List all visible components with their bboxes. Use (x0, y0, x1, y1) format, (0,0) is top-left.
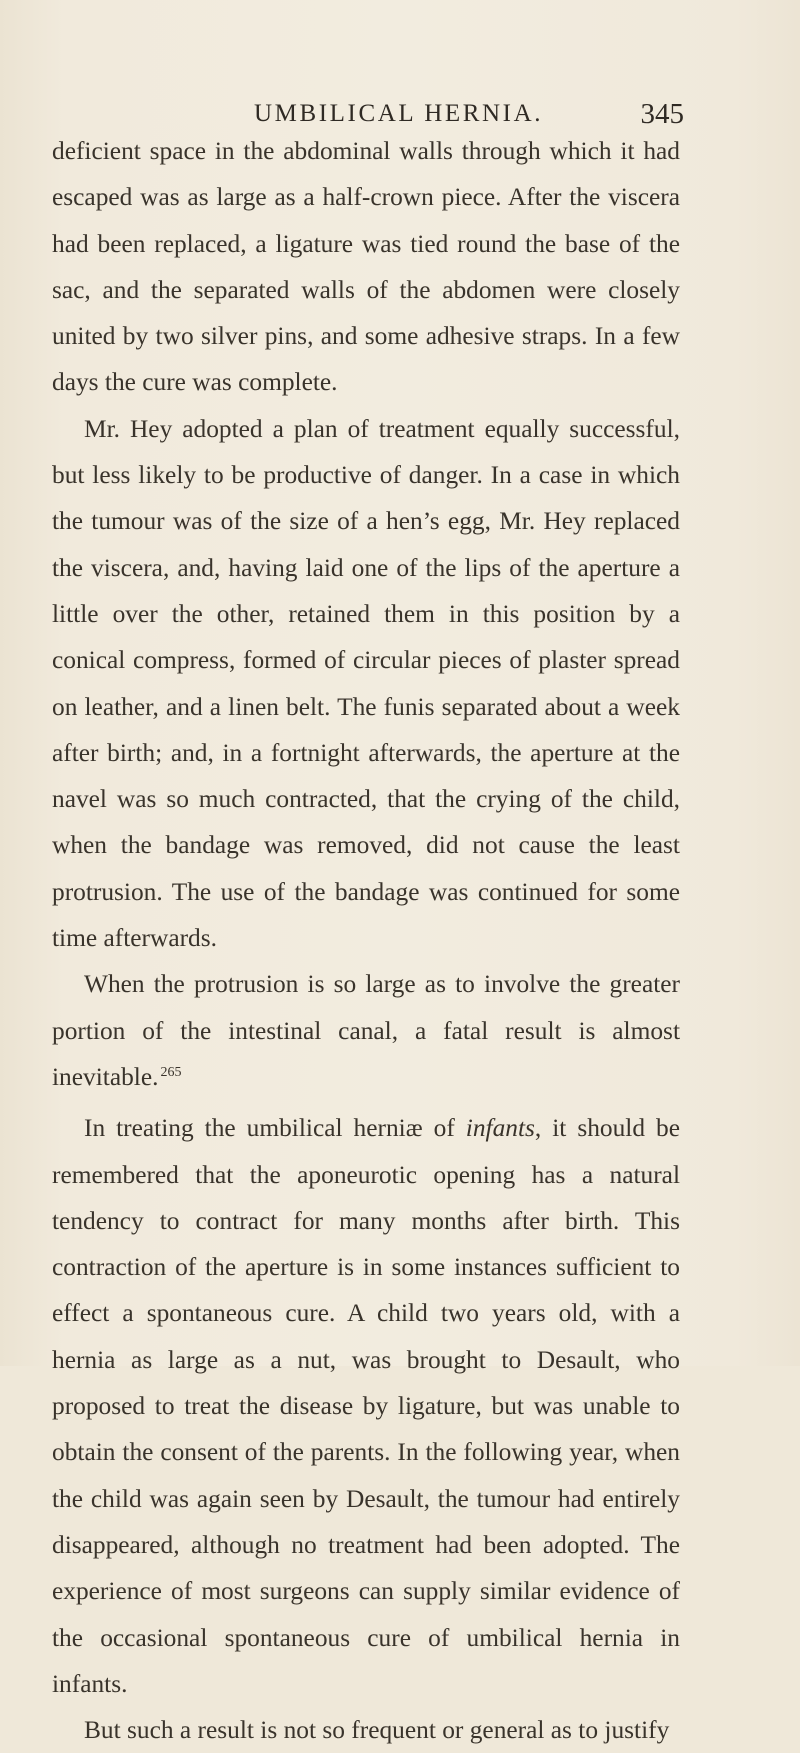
footnote-reference[interactable]: 265 (160, 1064, 182, 1080)
body-text (52, 128, 680, 1753)
page-number: 345 (640, 98, 684, 130)
paragraph: But such a result is not so frequent or general as to justify (84, 1716, 670, 1745)
paragraph (52, 1105, 680, 1707)
paragraph-text: When the protrusion is so large as to involve the greater portion of the intestinal canal, a fatal result is almost inevitable. (52, 970, 680, 1091)
paragraph-text-start: In treating the umbilical herniæ of (84, 1114, 466, 1143)
paragraph-continued: deficient space in the abdominal walls through which it had escaped was as large as a half-crown piece. After the viscera had been replaced, a ligature was tied round the base of the sac, and the separated walls of the abdomen were closely united by two silver pins, and some adhesive straps. In a few days the cure was complete. (52, 137, 680, 397)
running-title: UMBILICAL HERNIA. (254, 100, 544, 127)
paragraph (52, 961, 680, 1105)
paragraph: Mr. Hey adopted a plan of treatment equally successful, but less likely to be productive of danger. In a case in which the tumour was of the size of a hen’s egg, Mr. Hey replaced the viscera, and, having laid one of the lips of the aperture a little over the other, retained them in this position by a conical compress, formed of circular pieces of plaster spread on leather, and a linen belt. The funis separated about a week after birth; and, in a fortnight afterwards, the aperture at the navel was so much contracted, that the crying of the child, when the bandage was removed, did not cause the least protrusion. The use of the bandage was continued for some time afterwards. (52, 414, 680, 953)
paragraph-text-end: , it should be remembered that the aponeurotic opening has a natural tendency to contract for many months after birth. This contraction of the aperture is in some instances sufficient to effect a spontaneous cure. A child two years old, with a hernia as large as a nut, was brought to Desault, who proposed to treat the disease by ligature, but was unable to obtain the consent of the parents. In the following year, when the child was again seen by Desault, the tumour had entirely disappeared, although no treatment had been adopted. The experience of most surgeons can supply similar evidence of the occasional spontaneous cure of umbilical hernia in infants. (52, 1114, 680, 1698)
emphasized-word: infants (465, 1114, 535, 1143)
